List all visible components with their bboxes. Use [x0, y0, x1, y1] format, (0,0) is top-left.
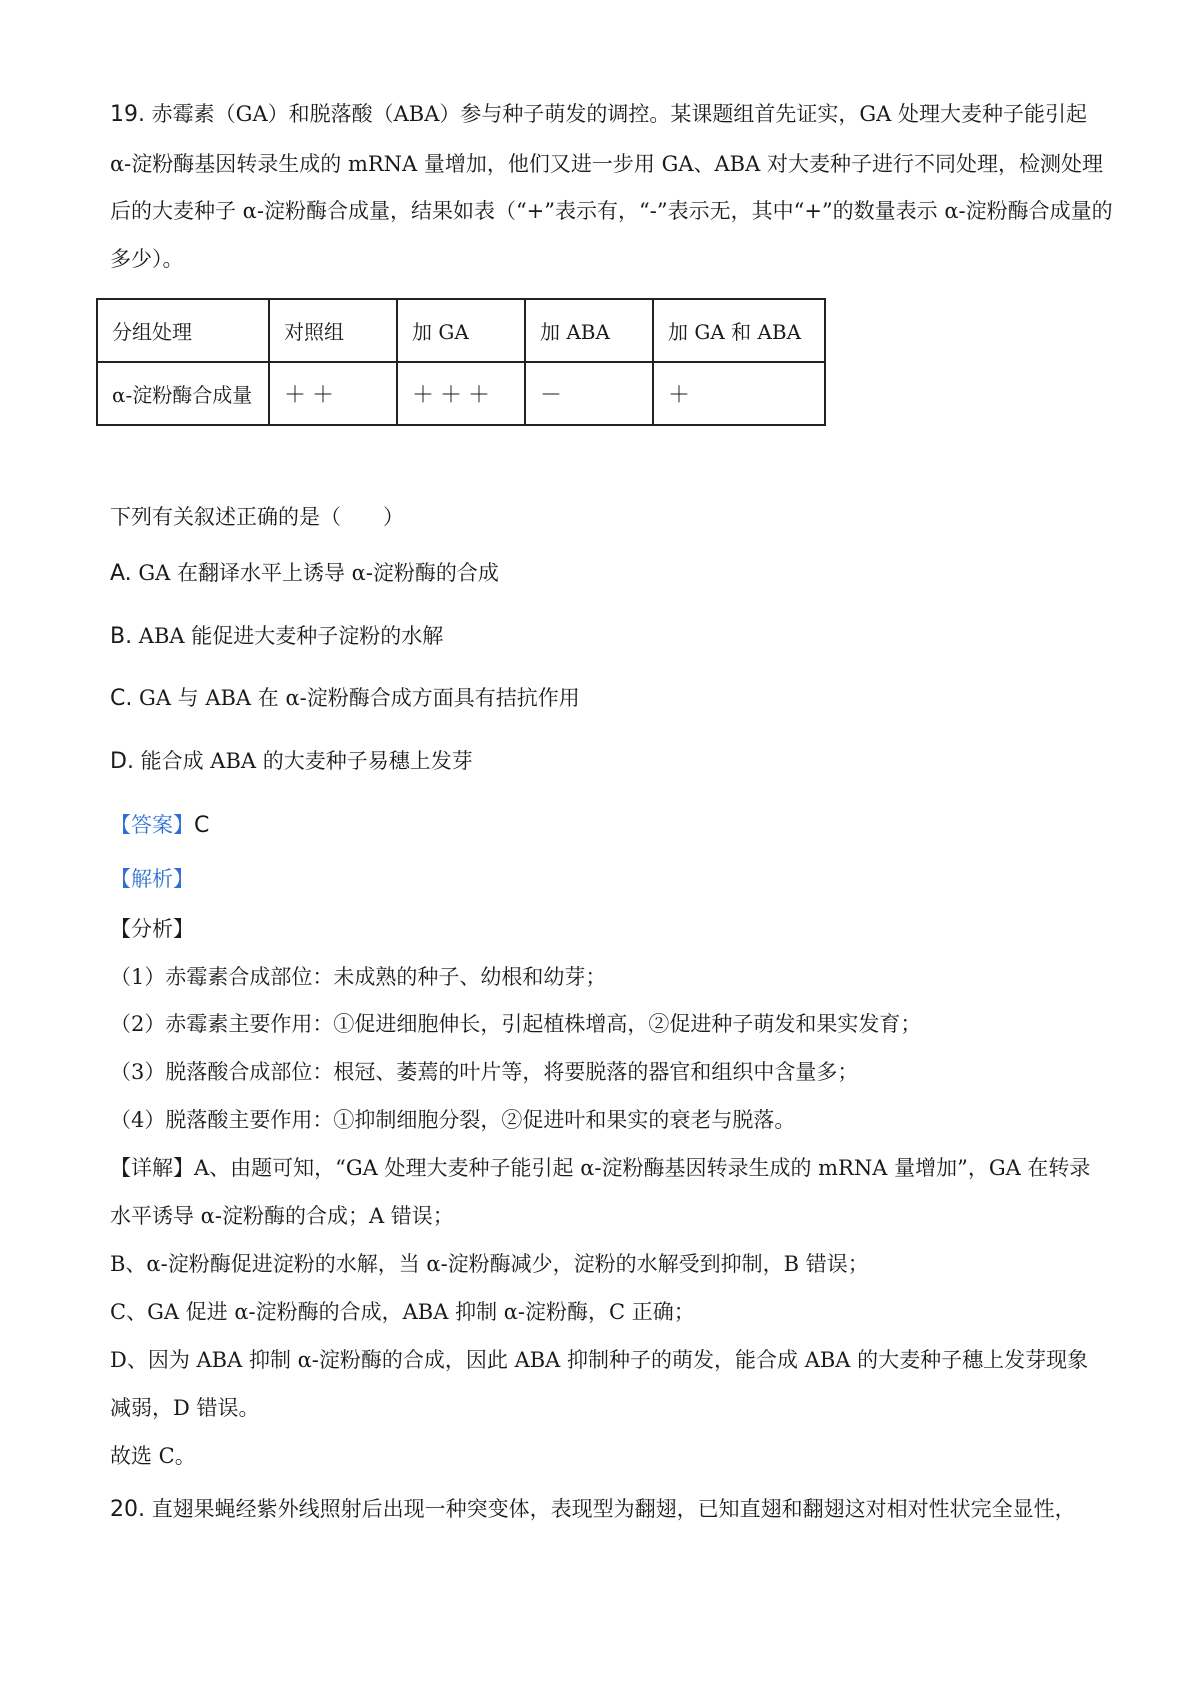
table-cell: 加 GA 和 ABA	[653, 299, 825, 362]
option-c	[110, 683, 580, 714]
option-letter: B.	[110, 624, 133, 649]
analysis-heading: 【分析】	[110, 917, 194, 941]
q19-line-4: 多少）。	[110, 247, 184, 271]
option-a	[110, 558, 499, 589]
option-text: GA 在翻译水平上诱导 α-淀粉酶的合成	[138, 561, 499, 585]
analysis-point: （1）赤霉素合成部位：未成熟的种子、幼根和幼芽；	[110, 965, 607, 989]
results-table	[96, 298, 826, 426]
table-cell: ＋＋	[269, 362, 397, 425]
option-letter: D.	[110, 749, 134, 774]
detail-line: B、α-淀粉酶促进淀粉的水解，当 α-淀粉酶减少，淀粉的水解受到抑制，B 错误；	[110, 1252, 869, 1276]
detail-line: 水平诱导 α-淀粉酶的合成；A 错误；	[110, 1204, 454, 1228]
analysis-point: （3）脱落酸合成部位：根冠、萎蔫的叶片等，将要脱落的器官和组织中含量多；	[110, 1060, 859, 1084]
table-cell: 对照组	[269, 299, 397, 362]
table-cell: 加 GA	[397, 299, 525, 362]
q19-line-3: 后的大麦种子 α-淀粉酶合成量，结果如表（“+”表示有，“-”表示无，其中“+”的数量表示 α-淀粉酶合成量的	[110, 199, 1113, 223]
table-header-row	[97, 299, 825, 362]
question-number: 19.	[110, 102, 145, 127]
q19-line-2: α-淀粉酶基因转录生成的 mRNA 量增加，他们又进一步用 GA、ABA 对大麦种子进行不同处理，检测处理	[110, 152, 1103, 176]
table-cell: ＋	[653, 362, 825, 425]
option-letter: A.	[110, 561, 132, 586]
question-prompt: 下列有关叙述正确的是（ ）	[110, 505, 404, 529]
option-b	[110, 621, 443, 652]
answer	[110, 810, 209, 841]
analysis-point: （4）脱落酸主要作用：①抑制细胞分裂，②促进叶和果实的衰老与脱落。	[110, 1108, 796, 1132]
detail-line: 【详解】A、由题可知，“GA 处理大麦种子能引起 α-淀粉酶基因转录生成的 mRNA 量增加”，GA 在转录	[110, 1156, 1091, 1180]
table-cell: ＋＋＋	[397, 362, 525, 425]
answer-value: C	[194, 813, 210, 838]
table-cell: α-淀粉酶合成量	[97, 362, 269, 425]
option-d	[110, 746, 473, 777]
option-text: ABA 能促进大麦种子淀粉的水解	[138, 624, 444, 648]
option-letter: C.	[110, 686, 133, 711]
answer-label: 【答案】	[110, 813, 194, 837]
detail-line: D、因为 ABA 抑制 α-淀粉酶的合成，因此 ABA 抑制种子的萌发，能合成 ABA 的大麦种子穗上发芽现象	[110, 1348, 1089, 1372]
analysis-point: （2）赤霉素主要作用：①促进细胞伸长，引起植株增高，②促进种子萌发和果实发育；	[110, 1012, 922, 1036]
detail-line: 减弱，D 错误。	[110, 1396, 260, 1420]
q19-text: 赤霉素（GA）和脱落酸（ABA）参与种子萌发的调控。某课题组首先证实，GA 处理大麦种子能引起	[151, 102, 1088, 126]
q20-line-1	[110, 1494, 1076, 1525]
option-text: GA 与 ABA 在 α-淀粉酶合成方面具有拮抗作用	[139, 686, 580, 710]
table-cell: 分组处理	[97, 299, 269, 362]
q19-line-1	[110, 99, 1087, 130]
q20-text: 直翅果蝇经紫外线照射后出现一种突变体，表现型为翻翅，已知直翅和翻翅这对相对性状完全显性，	[151, 1497, 1076, 1521]
analysis-label: 【解析】	[110, 867, 194, 891]
detail-line: 故选 C。	[110, 1444, 196, 1468]
option-text: 能合成 ABA 的大麦种子易穗上发芽	[140, 749, 473, 773]
table-row	[97, 362, 825, 425]
table-cell: 加 ABA	[525, 299, 653, 362]
table-cell: －	[525, 362, 653, 425]
question-number: 20.	[110, 1497, 145, 1522]
detail-line: C、GA 促进 α-淀粉酶的合成，ABA 抑制 α-淀粉酶，C 正确；	[110, 1300, 695, 1324]
